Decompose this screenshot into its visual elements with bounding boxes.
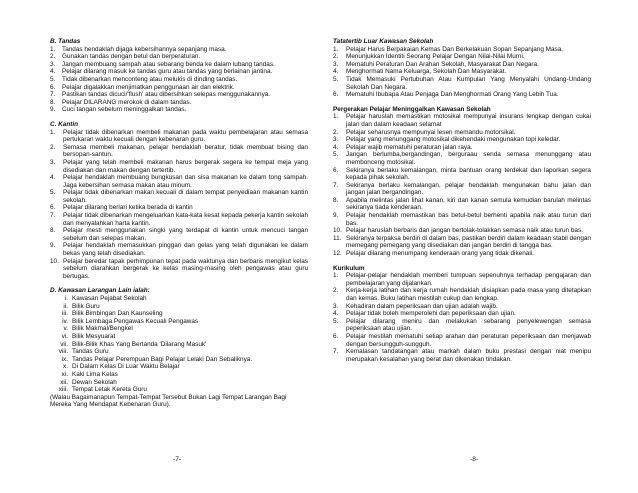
list-item-number: 5. — [333, 75, 339, 83]
list-item-text: Bilik Guru — [72, 302, 100, 310]
list-item-text: Pelajar tidak boleh memperolehi dan peperiksaan dan ujian. — [346, 310, 516, 318]
list-item-number: ii. — [63, 302, 68, 310]
list-item-text: Apabila melintas jalan lihat kanan, kiri dan kanan semula kemudian barulah melintas sekiranya tiada kenderaan. — [346, 196, 591, 212]
list-item-number: xii. — [60, 378, 68, 386]
list-item-number: xi. — [61, 370, 68, 378]
list-item-text: Pelajar mesti menggunakan singki yang terdapat di kantin untuk mencuci tangan sebelum dan selepas makan. — [63, 227, 308, 242]
page-number-right: -8- — [470, 456, 479, 463]
list-item-text: Cuci tangan sebelum meninggalkan tandas. — [62, 106, 187, 114]
section-kurikulum-heading: Kurikulum — [333, 264, 365, 272]
list-item-number: 4. — [333, 310, 339, 318]
list-item-number: 6. — [50, 83, 56, 91]
list-item-text: Pelajar dilarang masuk ke tandas guru atau tandas yang berlainan jantina. — [62, 68, 273, 76]
list-item-text: Kawasan Pejabat Sekolah — [72, 295, 147, 302]
section-kantin-heading: C. Kantin — [50, 120, 79, 128]
list-item-text: Pelajar yang telah membeli makanan harus bergerak segera ke tempat meja yang disediakan dan makan dengan tertertib. — [63, 158, 308, 174]
section-kurikulum-list — [333, 272, 591, 363]
list-item-number: 4. — [50, 174, 56, 182]
list-item — [333, 61, 591, 69]
section-kawasan-larangan-list — [50, 295, 308, 394]
list-item-text: Semasa membeli makanan, pelajar hendaklah beratur, tidak membuat bising dan bersopan-santun. — [63, 143, 308, 159]
list-item — [333, 136, 591, 144]
list-item-number: 4. — [50, 68, 56, 76]
list-item-number: 10. — [50, 257, 59, 265]
section-kantin — [50, 121, 308, 280]
list-item-number: 5. — [50, 189, 56, 197]
list-item-text: Pelajar DILARANG merokok di dalam tandas. — [62, 98, 192, 106]
list-item — [333, 151, 591, 166]
list-item — [50, 84, 308, 92]
list-item — [333, 348, 591, 363]
left-page-column — [50, 38, 308, 416]
list-item-text: Pelajar hendaklah memasukkan pinggan dan gelas yang telah digunakan ke dalam bekas yang telah disediakan. — [63, 242, 308, 258]
list-item-text: Tempat Letak Kereta Guru — [72, 386, 147, 394]
list-item-number: 1. — [333, 113, 339, 121]
list-item — [50, 76, 308, 84]
list-item-text: Menunjukkan Identiti Seorang Pelajar Dengan Nilai-Nilai Murni. — [346, 53, 525, 61]
list-item-text: Pelajar yang menunggang motosikal dikehendaki mengunakan topi keledar. — [346, 136, 561, 144]
list-item-number: 6. — [333, 91, 339, 99]
list-item — [50, 325, 308, 333]
list-item — [333, 318, 591, 333]
list-item-text: Pelajar digalakkan menjimatkan penggunaan air dan elektrik. — [62, 83, 235, 91]
list-item-text: Tandas hendaklah dijaga kebersihannya sepanjang masa. — [62, 45, 227, 53]
list-item — [333, 129, 591, 137]
list-item-text: Bilik Lembaga Pengawas Kecuali Pengawas — [72, 317, 199, 325]
list-item — [333, 68, 591, 76]
list-item-text: Pelajar Harus Berpakaian Kemas Dan Berkelakuan Sopan Sepanjang Masa. — [346, 45, 564, 53]
list-item — [50, 348, 308, 356]
list-item-number: iii. — [61, 310, 68, 318]
list-item-text: Pelajar hendaklah membuang bungkusan dan sisa makanan ke dalam tong sampah. Jaga kebersihan semasa makan atau minum. — [63, 174, 308, 189]
list-item-number: 7. — [50, 91, 56, 99]
list-item-number: 3. — [333, 302, 339, 310]
section-tandas-list — [50, 46, 308, 114]
list-item-text: Bilik-Bilik Khas Yang Bertanda 'Dilarang Masuk' — [72, 340, 207, 348]
list-item — [50, 46, 308, 54]
list-item-text: Tandas Guru — [72, 348, 109, 356]
list-item-text: Kehadiran dalam peperiksaan dan ujian adalah wajib. — [346, 302, 498, 310]
list-item — [50, 144, 308, 159]
section-kurikulum — [333, 265, 591, 364]
list-item-number: vi. — [61, 332, 68, 340]
list-item-number: 5. — [333, 317, 339, 325]
list-item-number: 3. — [50, 60, 56, 68]
list-item-number: 12. — [333, 250, 342, 258]
list-item-number: 8. — [50, 227, 56, 235]
list-item-text: Pelajar-pelajar hendaklah memberi tumpuan sepenuhnya terhadap pengajaran dan pembelajaran yang dijalankan. — [346, 272, 591, 287]
section-kawasan-larangan-heading: D. Kawasan Larangan Lain ialah: — [50, 287, 150, 295]
list-item-text: Gunakan tandas dengan betul dan berperaturan. — [62, 53, 201, 61]
list-item — [333, 46, 591, 54]
list-item — [50, 303, 308, 311]
list-item-text: Bilik Bimbingan Dan Kaunseling — [72, 310, 163, 318]
list-item — [333, 333, 591, 348]
list-item — [50, 91, 308, 99]
list-item-number: 3. — [50, 158, 56, 166]
list-item-text: Tidak Memasuki Pertubuhan Atau Kumpulan Yang Menyalahi Undang-Undang Sekolah Dan Negara. — [346, 75, 591, 91]
list-item-text: Pelajar hendaklah memastikan bas betul-betul berhenti apabila naik atau turun dari bas. — [346, 212, 591, 227]
list-item — [50, 53, 308, 61]
page-number-left: -7- — [173, 456, 182, 463]
list-item-text: Dewan Sekolah — [72, 378, 117, 386]
list-item-number: iv. — [62, 317, 68, 325]
section-pergerakan-list — [333, 113, 591, 257]
section-tandas — [50, 38, 308, 114]
list-item — [333, 167, 591, 182]
list-item-number: 3. — [333, 60, 339, 68]
list-item-text: Pelajar haruslah memastikan motosikal mempunyai insurans lengkap dengan cukai jalan dan dalam keadaan selamat — [346, 113, 591, 128]
list-item-text: Tandas Pelajar Perempuan Bagi Pelajar Lelaki Dan Sebaliknya. — [72, 355, 253, 363]
list-item-text: Pelajar dilarang berlari ketika berada di kantin — [63, 204, 193, 212]
list-item-text: Kemalasan tandatangan atau markah dalam buku prestasi dengan niat menipu merupakan kesalahan yang berat dan dikenakan tindakan. — [346, 348, 591, 363]
list-item — [50, 99, 308, 107]
list-item — [50, 227, 308, 242]
section-kantin-list — [50, 129, 308, 281]
list-item — [333, 182, 591, 197]
list-item-number: i. — [64, 295, 68, 302]
list-item-number: 3. — [333, 136, 339, 144]
list-item-text: Di Dalam Kelas Di Luar Waktu Belajar — [72, 363, 180, 371]
list-item — [333, 287, 591, 302]
list-item — [333, 303, 591, 311]
list-item — [50, 295, 308, 303]
list-item — [50, 379, 308, 387]
list-item-text: Pelajar mestilah mematuhi setiap arahan dan peraturan peperiksaan dan menjawab dengan bersungguh-sungguh. — [346, 332, 591, 348]
list-item-text: Jangan berlumba,bergandingan, berguraau senda semasa menunggang atau membonceng motosikal. — [346, 151, 591, 166]
list-item-number: xiii. — [58, 386, 68, 394]
list-item-number: 1. — [333, 45, 339, 53]
list-item — [50, 341, 308, 349]
list-item-number: 8. — [333, 196, 339, 204]
list-item-number: 10. — [333, 227, 342, 235]
list-item — [333, 53, 591, 61]
list-item-text: Pelajar dilarang meniru dan melakukan sebarang penyelewengan semasa peperiksaan atau ujian. — [346, 317, 591, 333]
list-item-text: Menghormati Nama Keluarga, Sekolah Dan Masyarakat. — [346, 68, 507, 76]
list-item-text: Mematuhi Peraturan Dan Arahan Sekolah, Masyarakat Dan Negara. — [346, 60, 539, 68]
list-item-text: Kaki Lima Kelas — [72, 370, 118, 378]
list-item — [333, 91, 591, 99]
list-item-text: Jangan membuang sampah atau sebarang benda ke dalam lubang tandas. — [62, 60, 275, 68]
list-item — [50, 189, 308, 204]
section-tatatertib-list — [333, 46, 591, 99]
section-tatatertib — [333, 38, 591, 99]
list-item-number: 9. — [50, 106, 56, 114]
list-item — [50, 333, 308, 341]
list-item-text: Tidak dibenarkan menconteng atau melukis di dinding tandas. — [62, 75, 238, 83]
list-item-number: 4. — [333, 143, 339, 151]
list-item-text: Pelajar tidak dibenarkan makan kecuali di dalam tempat penyediaan makanan kantin sekolah. — [63, 189, 308, 204]
list-item — [50, 106, 308, 114]
list-item-text: Bilik Mesyuarat — [72, 332, 116, 340]
list-item-number: ix. — [61, 355, 68, 363]
list-item — [50, 242, 308, 257]
list-item — [333, 227, 591, 235]
list-item-text: Bilik Makmal/Bengkel — [72, 325, 133, 333]
list-item — [50, 129, 308, 144]
list-item-number: viii. — [58, 348, 68, 356]
list-item-number: 5. — [50, 75, 56, 83]
list-item-number: 2. — [333, 287, 339, 295]
list-item-number: 2. — [333, 53, 339, 61]
list-item-number: 6. — [333, 166, 339, 174]
list-item-text: Pastikan tandas dicuci/'flush' atau dibersihkan selepas menggunakannya. — [62, 91, 271, 99]
list-item-number: 2. — [333, 128, 339, 136]
kawasan-larangan-note: (Walau Bagaimanapun Tempat-Tempat Tersebut Bukan Lagi Tempat Larangan Bagi Mereka Yang Mendapat Kebenaran Guru). — [50, 393, 287, 409]
list-item — [333, 197, 591, 212]
list-item-number: 1. — [333, 272, 339, 280]
section-pergerakan-heading: Pergerakan Pelajar Meninggalkan Kawasan Sekolah — [333, 105, 491, 113]
list-item — [333, 235, 591, 250]
list-item-number: v. — [63, 325, 68, 333]
list-item-number: 8. — [50, 98, 56, 106]
list-item — [50, 204, 308, 212]
list-item-number: 7. — [50, 212, 56, 220]
list-item-text: Sekiranya berlaku kemalangan, pelajar hendaklah mengunakan bahu jalan dan jangan jalan bergandingan. — [346, 181, 591, 197]
list-item — [50, 61, 308, 69]
list-item — [50, 356, 308, 364]
list-item — [50, 258, 308, 281]
list-item-text: Pelajar beredar tapak perhimpunan tepat pada waktunya dan berbaris mengikut kelas sebelum diarahkan bergerak ke kelas masing-masing oleh pengawas atau guru bertugas. — [63, 257, 308, 280]
list-item — [333, 250, 591, 258]
list-item — [50, 363, 308, 371]
list-item-text: Pelajar dilarang menumpang kenderaan orang yang tidak dikenali. — [346, 250, 534, 258]
list-item-text: Kerja-kerja latihan dan kerja rumah hendaklah disiapkan pada masa yang ditetapkan dan kemas. Buku latihan mestilah cukup dan lengkap. — [346, 287, 591, 302]
list-item — [50, 386, 308, 394]
right-page-column — [333, 38, 591, 370]
list-item-number: 5. — [333, 151, 339, 159]
list-item-number: x. — [63, 363, 68, 371]
list-item-text: Sekiranya terpaksa berdiri di dalam bas, pastikan berdiri dalam keadaan stabil dengan memegang pemegang yang disediakan dan jangan berdiri di tangga bas. — [346, 234, 591, 250]
list-item-number: 9. — [333, 212, 339, 220]
list-item-number: 2. — [50, 53, 56, 61]
list-item-text: Pelajar tidak dibenarkan mengeluarkan kata-kata kesat kepada pekerja kantin sekolah dan menyalahkan harta kantin. — [63, 212, 308, 227]
list-item-text: Pelajar haruslah berbaris dan jangan bertolak-tolakkan semasa naik atau turun bas. — [346, 227, 583, 235]
list-item-number: 1. — [50, 45, 56, 53]
section-pergerakan — [333, 106, 591, 258]
list-item-number: 11. — [333, 234, 342, 242]
list-item — [50, 174, 308, 189]
list-item-text: Pelajar tidak dibenarkan membeli makanan pada waktu pembelajaran atau semasa pertukaran waktu kecuali dengan kebenaran guru. — [63, 128, 308, 144]
list-item — [50, 318, 308, 326]
list-item-number: 7. — [333, 181, 339, 189]
section-tatatertib-heading: Tatatertib Luar Kawasan Sekolah — [333, 38, 434, 45]
list-item-text: Sekiranya berlaku kemalangan, minta bantuan orang terdekat dan laporkan segera kepada pihak sekolah. — [346, 166, 591, 182]
list-item — [333, 212, 591, 227]
section-tandas-heading: B. Tandas — [50, 38, 81, 45]
list-item — [50, 212, 308, 227]
list-item-number: 6. — [333, 332, 339, 340]
list-item — [50, 159, 308, 174]
list-item — [333, 144, 591, 152]
list-item — [50, 371, 308, 379]
list-item-number: 9. — [50, 242, 56, 250]
list-item-number: 6. — [50, 204, 56, 212]
list-item-number: 7. — [333, 348, 339, 356]
list-item — [50, 68, 308, 76]
list-item-number: 1. — [50, 128, 56, 136]
section-kawasan-larangan — [50, 287, 308, 409]
list-item-text: Mematuhi Ibubapa Atau Penjaga Dan Menghormati Orang Yang Lebih Tua. — [346, 91, 559, 99]
list-item-number: 2. — [50, 143, 56, 151]
list-item-number: 4. — [333, 68, 339, 76]
list-item — [333, 76, 591, 91]
list-item-text: Pelajar wajib mematuhi peraturan jalan raya. — [346, 143, 473, 151]
list-item — [333, 310, 591, 318]
list-item-text: Pelajar seharusnya mempunyai lesen memandu motorsikal. — [346, 128, 516, 136]
list-item — [333, 272, 591, 287]
list-item-number: vii. — [60, 340, 68, 348]
list-item — [333, 113, 591, 128]
list-item — [50, 310, 308, 318]
